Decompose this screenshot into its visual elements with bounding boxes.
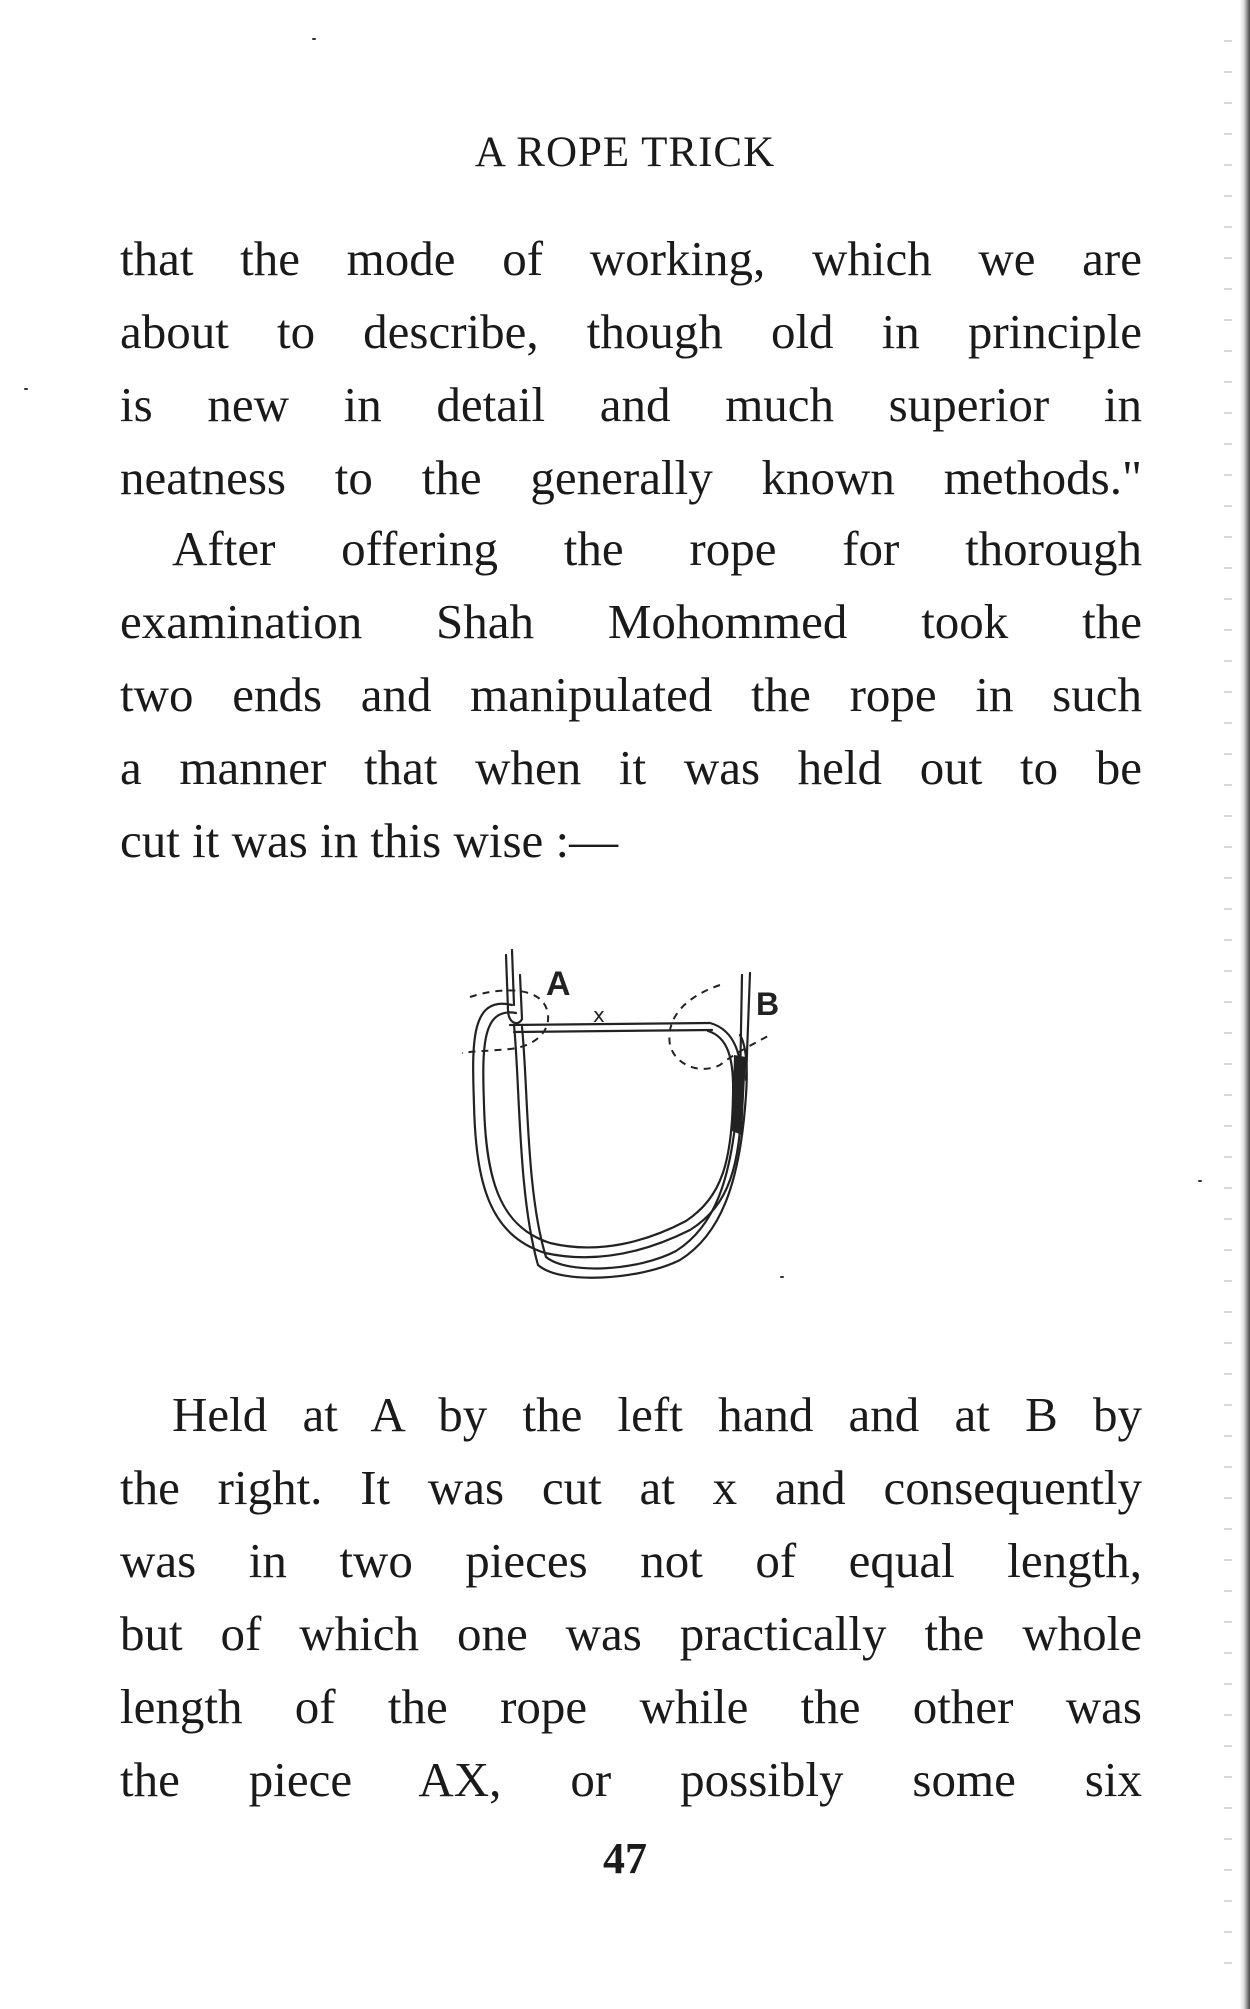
label-x: x: [593, 1003, 605, 1027]
rope-diagram: [450, 935, 830, 1305]
scan-speck: [1198, 1180, 1202, 1182]
rope-end-a-2: [512, 950, 514, 1005]
page-number: 47: [603, 1834, 647, 1883]
page-edge: [1240, 0, 1250, 2009]
paragraph-2: [120, 512, 1142, 877]
text-line: was in two pieces not of equal length,: [120, 1533, 1142, 1588]
scan-speck: [312, 38, 316, 40]
text-line: about to describe, though old in principle: [120, 304, 1142, 359]
scan-speck: [24, 388, 28, 390]
text-line: but of which one was practically the whole: [120, 1606, 1142, 1661]
text-line: is new in detail and much superior in: [120, 377, 1142, 432]
text-line: Held at A by the left hand and at B by: [172, 1387, 1142, 1442]
paragraph-3: [120, 1378, 1142, 1816]
text-line: length of the rope while the other was: [120, 1679, 1142, 1734]
rope-end-b-2: [746, 973, 750, 1080]
rope-inner-strand: [514, 1025, 747, 1278]
text-line: two ends and manipulated the rope in such: [120, 667, 1142, 722]
paragraph-1: [120, 222, 1142, 514]
scan-speck: [780, 1276, 784, 1278]
text-line: the piece AX, or possibly some six: [120, 1752, 1142, 1807]
rope-inner-strand-2: [522, 1027, 738, 1268]
text-line: cut it was in this wise :—: [120, 813, 619, 868]
label-a: A: [546, 965, 571, 1003]
page-edge-texture: [1224, 40, 1232, 1970]
text-line: the right. It was cut at x and consequently: [120, 1460, 1142, 1515]
running-head: A ROPE TRICK: [474, 129, 776, 176]
label-b: B: [756, 986, 780, 1022]
text-line: a manner that when it was held out to be: [120, 740, 1142, 795]
text-line: that the mode of working, which we are: [120, 231, 1142, 286]
text-line: After offering the rope for thorough: [172, 521, 1142, 576]
text-line: examination Shah Mohommed took the: [120, 594, 1142, 649]
text-line: neatness to the generally known methods.": [120, 450, 1142, 505]
